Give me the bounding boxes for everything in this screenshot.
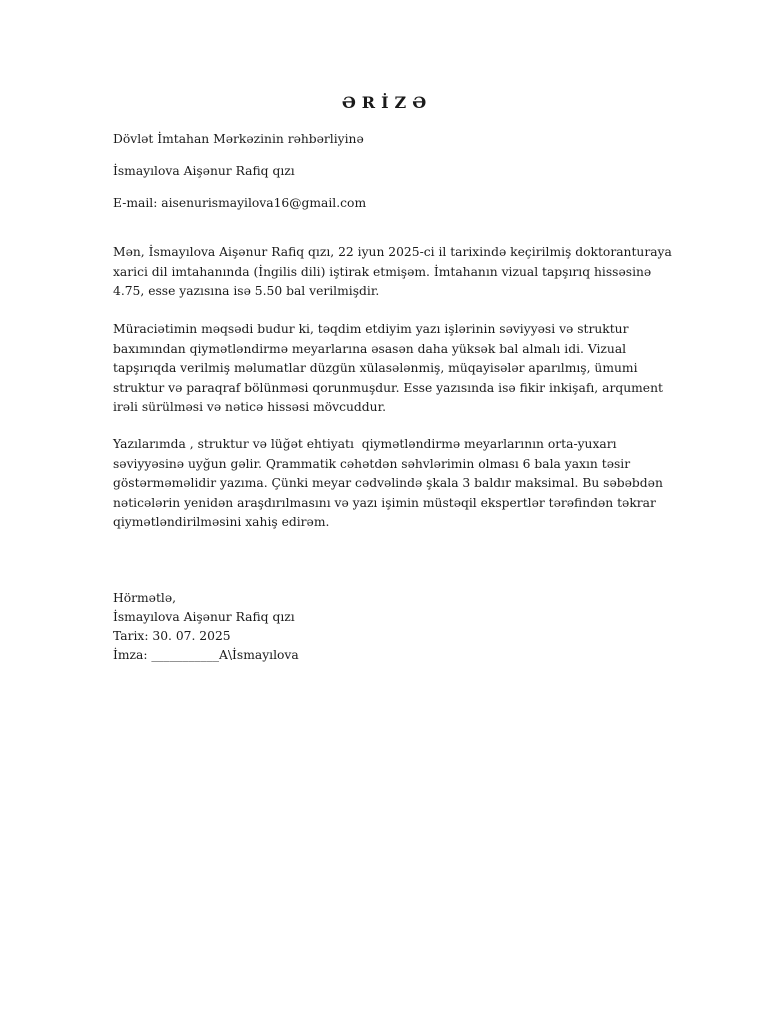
paragraph-line: nəticələrin yenidən araşdırılmasını və yazı işimin müstəqil ekspertlər tərəfindən təkrar	[113, 495, 656, 510]
paragraph-line: Müraciətimin məqsədi budur ki, təqdim etdiyim yazı işlərinin səviyyəsi və struktur	[113, 322, 629, 336]
paragraph-line: Yazılarımda , struktur və lüğət ehtiyatı qiymətləndirmə meyarlarının orta-yuxarı	[113, 437, 617, 451]
paragraph-line: tapşırıqda verilmiş məlumatlar düzgün xülasələnmiş, müqayisələr aparılmış, ümumi	[113, 361, 638, 375]
signature-line: İmza: ___________A\İsmayılova	[113, 648, 299, 662]
paragraph-line: 4.75, esse yazısına isə 5.50 bal verilmişdir.	[113, 284, 380, 298]
paragraph-line: xarici dil imtahanında (İngilis dili) iştirak etmişəm. İmtahanın vizual tapşırıq hissəsinə	[113, 264, 652, 279]
paragraph-line: Mən, İsmayılova Aişənur Rafiq qızı, 22 iyun 2025-ci il tarixində keçirilmiş doktoranturaya	[113, 245, 672, 259]
applicant-name-line: İsmayılova Aişənur Rafiq qızı	[113, 164, 295, 178]
body-paragraph-2	[113, 320, 663, 418]
paragraph-line: baxımından qiymətləndirmə meyarlarına əsasən daha yüksək bal almalı idi. Vizual	[113, 341, 627, 356]
closing-name: İsmayılova Aişənur Rafiq qızı	[113, 610, 295, 624]
body-paragraph-3	[113, 435, 663, 533]
paragraph-line: göstərməməlidir yazıma. Çünki meyar cədvəlində şkala 3 baldır maksimal. Bu səbəbdən	[113, 476, 663, 490]
closing-salutation: Hörmətlə,	[113, 591, 177, 605]
body-paragraph-1	[113, 243, 672, 302]
closing-date: Tarix: 30. 07. 2025	[113, 629, 231, 643]
addressee-line: Dövlət İmtahan Mərkəzinin rəhbərliyinə	[113, 132, 364, 146]
paragraph-line: səviyyəsinə uyğun gəlir. Qrammatik cəhətdən səhvlərimin olması 6 bala yaxın təsir	[113, 456, 631, 471]
paragraph-line: irəli sürülməsi və nəticə hissəsi mövcuddur.	[113, 400, 387, 414]
email-line: E-mail: aisenurismayilova16@gmail.com	[113, 196, 367, 210]
paragraph-line: qiymətləndirilməsini xahiş edirəm.	[113, 515, 330, 529]
document-title: ƏRİZƏ	[341, 93, 433, 112]
paragraph-line: struktur və paraqraf bölünməsi qorunmuşdur. Esse yazısında isə fikir inkişafı, arqument	[113, 380, 663, 395]
